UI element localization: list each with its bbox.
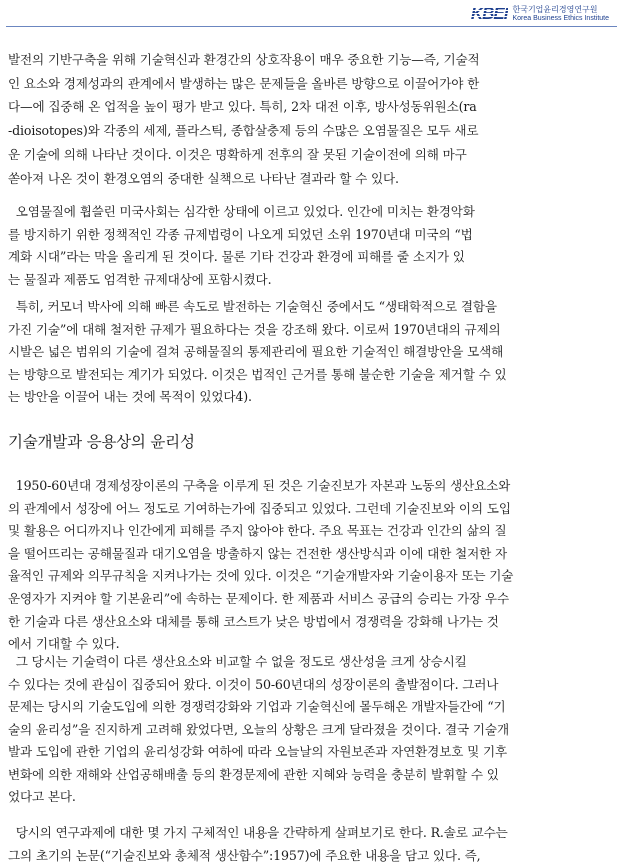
header-rule [6,26,617,27]
text-line: 는 방향으로 발전되는 계기가 되었다. 이것은 법적인 근거를 통해 불순한 기술을 제거할 수 있 [8,366,507,382]
paragraph-growth-theory [8,475,606,656]
page-header [0,0,623,26]
text-line: 변화에 의한 재해와 산업공해배출 등의 환경문제에 관한 지혜와 능력을 충분히 발휘할 수 있 [8,766,499,782]
text-line: 는 방안을 이끌어 내는 것에 목적이 있었다4). [8,389,252,405]
paragraph-tech-innovation [8,48,606,190]
paragraph-tech-ethics [8,651,606,809]
text-line: 수 있다는 것에 관심이 집중되어 왔다. 이것이 50-60년대의 성장이론의 출발점이다. 그러나 [8,676,499,692]
text-line: 가진 기술”에 대해 철저한 규제가 필요하다는 것을 강조해 왔다. 이로써 1970년대의 규제의 [8,321,501,337]
logo-mark: KBEI [470,4,508,23]
text-line: 었다고 본다. [8,789,76,804]
text-line: 쏟아져 나온 것이 환경오염의 중대한 실책으로 나타난 결과라 할 수 있다. [8,170,399,186]
text-line: -dioisotopes)와 각종의 세제, 플라스틱, 종합살충제 등의 수많은 오염물질은 모두 새로 [8,123,479,139]
kbei-logo [471,5,609,23]
section-heading: 기술개발과 응용상의 윤리성 [8,433,195,451]
text-line: 인 요소와 경제성과의 관계에서 발생하는 많은 문제들을 올바른 방향으로 이끌어가야 한 [8,75,480,91]
text-line: 발과 도입에 관한 기업의 윤리성강화 여하에 따라 오늘날의 자원보존과 자연환경보호 및 기후 [8,744,507,759]
text-line: 술의 윤리성”을 진지하게 고려해 왔었다면, 오늘의 상황은 크게 달라졌을 것이다. 결국 기술개 [8,721,509,737]
logo-text [513,5,610,23]
text-line: 그 당시는 기술력이 다른 생산요소와 비교할 수 없을 정도로 생산성을 크게 상승시킬 [8,654,467,669]
text-line: 율적인 규제와 의무규칙을 지켜나가는 것에 있다. 이것은 “기술개발자와 기술이용자 또는 기술 [8,568,514,584]
text-line: 다—에 집중해 온 업적을 높이 평가 받고 있다. 특히, 2차 대전 이후, 방사성동위원소(ra [8,99,477,115]
text-line: 및 활용은 어디까지나 인간에게 피해를 주지 않아야 한다. 주요 목표는 건강과 인간의 삶의 질 [8,523,507,539]
text-line: 는 물질과 제품도 엄격한 규제대상에 포함시켰다. [8,271,272,287]
text-line: 오염물질에 휩쓸린 미국사회는 심각한 상태에 이르고 있었다. 인간에 미치는 환경악화 [8,204,475,219]
text-line: 에서 기대할 수 있다. [8,636,120,652]
text-line: 당시의 연구과제에 대한 몇 가지 구체적인 내용을 간략하게 살펴보기로 한다. R.솔로 교수는 [8,825,508,840]
paragraph-us-regulation [8,201,606,291]
text-line: 한 기술과 다른 생산요소와 대체를 통해 코스트가 낮은 방법에서 경쟁력을 강화해 나가는 것 [8,613,499,629]
text-line: 을 떨어뜨리는 공해물질과 대기오염을 방출하지 않는 건전한 생산방식과 이에 대한 철저한 자 [8,545,507,561]
text-line: 운 기술에 의해 나타난 것이다. 이것은 명확하게 전후의 잘 못된 기술이전에 의해 마구 [8,146,467,162]
text-line: 문제는 당시의 기술도입에 의한 경쟁력강화와 기업과 기술혁신에 몰두해온 개발자들간에 “기 [8,699,506,714]
org-name-ko: 한국기업윤리경영연구원 [512,5,598,14]
text-line: 시발은 넓은 범위의 기술에 걸쳐 공해물질의 통제관리에 필요한 기술적인 해결방안을 모색해 [8,344,504,360]
text-line: 발전의 기반구축을 위해 기술혁신과 환경간의 상호작용이 매우 중요한 기능—즉, 기술적 [8,52,480,67]
paragraph-solow [8,822,606,867]
paragraph-commoner [8,296,606,409]
text-line: 1950-60년대 경제성장이론의 구축을 이루게 된 것은 기술진보가 자본과 노동의 생산요소와 [8,478,511,493]
text-line: 의 관계에서 성장에 어느 정도로 기여하는가에 집중되고 있었다. 그런데 기술진보와 이의 도입 [8,500,511,516]
text-line: 계화 시대”라는 막을 올리게 된 것이다. 물론 기타 건강과 환경에 피해를 줄 소지가 있 [8,249,465,264]
text-line: 운영자가 지켜야 할 기본윤리”에 속하는 문제이다. 한 제품과 서비스 공급의 승리는 가장 우수 [8,590,509,606]
text-line: 특히, 커모너 박사에 의해 빠른 속도로 발전하는 기술혁신 중에서도 “생태학적으로 결함을 [8,299,497,314]
org-name-en: Korea Business Ethics Institute [512,15,609,22]
text-line: 그의 초기의 논문(“기술진보와 총체적 생산함수”:1957)에 주요한 내용을 담고 있다. 즉, [8,847,481,863]
text-line: 를 방지하기 위한 정책적인 각종 규제법령이 나오게 되었던 소위 1970년대 미국의 “법 [8,226,473,242]
